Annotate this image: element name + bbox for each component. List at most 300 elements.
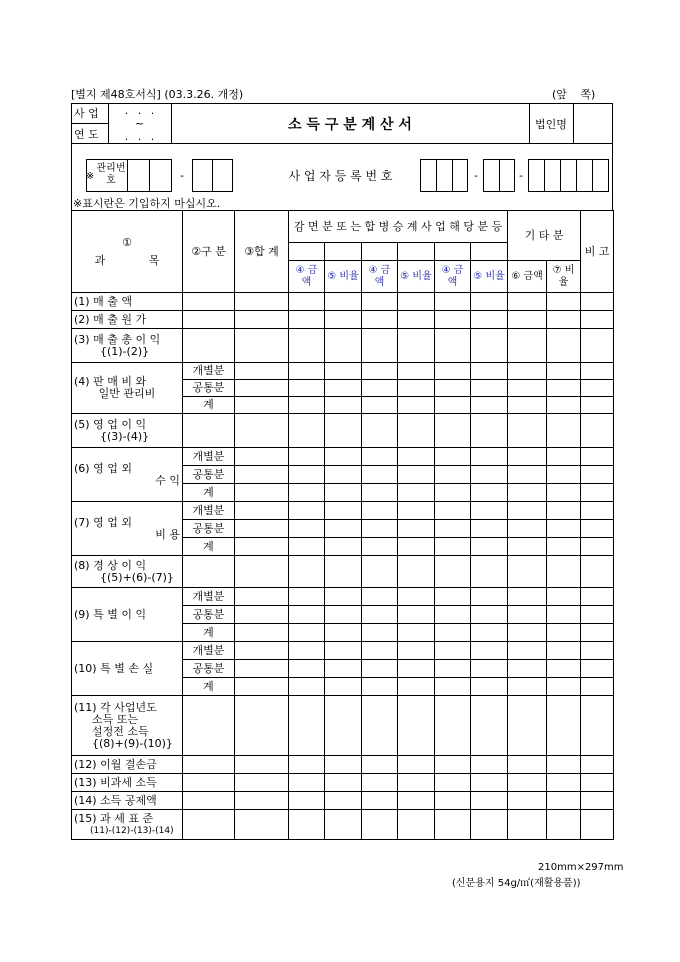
row-label-r4a: (4) 판 매 비 와 일반 관리비: [72, 363, 183, 414]
r6a-cell[interactable]: [289, 448, 325, 466]
r15a-cell[interactable]: [289, 810, 325, 840]
r4a-cell[interactable]: [289, 397, 325, 414]
r11a-cell[interactable]: [398, 696, 435, 756]
date-tilde: ~: [134, 116, 145, 130]
category-cell[interactable]: [183, 329, 235, 363]
r11a-cell[interactable]: [235, 696, 289, 756]
category-individual: 개별분: [183, 502, 235, 520]
r10-cell[interactable]: [508, 678, 547, 696]
r7a-cell[interactable]: [508, 520, 547, 538]
r10-cell[interactable]: [325, 642, 362, 660]
r14-cell[interactable]: [398, 792, 435, 810]
r4a-cell[interactable]: [547, 363, 581, 380]
corp-name-field[interactable]: [574, 103, 613, 144]
r13-cell[interactable]: [235, 774, 289, 792]
r6a-cell[interactable]: [289, 484, 325, 502]
table-row: [72, 588, 614, 606]
r4a-cell[interactable]: [471, 380, 508, 397]
r10-cell[interactable]: [235, 642, 289, 660]
r9-cell[interactable]: [398, 624, 435, 642]
r1-cell[interactable]: [362, 293, 398, 311]
r11a-cell[interactable]: [508, 696, 547, 756]
ratio-5-header-c: ⑤ 비율: [471, 261, 508, 293]
r7a-cell[interactable]: [235, 502, 289, 520]
r12-cell[interactable]: [471, 756, 508, 774]
mark-symbol: ※: [85, 170, 95, 182]
r4a-cell[interactable]: [508, 363, 547, 380]
r9-cell[interactable]: [289, 624, 325, 642]
r5a-cell[interactable]: [362, 414, 398, 448]
r10-cell[interactable]: [435, 642, 471, 660]
r13-cell[interactable]: [471, 774, 508, 792]
r11a-cell[interactable]: [289, 696, 325, 756]
r5a-cell[interactable]: [508, 414, 547, 448]
total-header: ③합 계: [235, 211, 289, 293]
r14-cell[interactable]: [289, 792, 325, 810]
r15a-cell[interactable]: [235, 810, 289, 840]
r8a-cell[interactable]: [362, 556, 398, 588]
r10-cell[interactable]: [362, 660, 398, 678]
r3a-cell[interactable]: [547, 329, 581, 363]
r7a-cell[interactable]: [325, 538, 362, 556]
r9-cell[interactable]: [289, 588, 325, 606]
r9-cell[interactable]: [435, 624, 471, 642]
subject-header: ① 과 목: [72, 211, 183, 293]
r7a-cell[interactable]: [435, 520, 471, 538]
r4a-cell[interactable]: [547, 380, 581, 397]
r10-cell[interactable]: [325, 678, 362, 696]
r4a-cell[interactable]: [325, 380, 362, 397]
r15a-cell[interactable]: [547, 810, 581, 840]
r6a-cell[interactable]: [362, 466, 398, 484]
r6a-cell[interactable]: [547, 448, 581, 466]
r7a-cell[interactable]: [581, 502, 614, 520]
r12-cell[interactable]: [325, 756, 362, 774]
r14-cell[interactable]: [508, 792, 547, 810]
r5a-cell[interactable]: [581, 414, 614, 448]
r10-cell[interactable]: [508, 642, 547, 660]
r7a-cell[interactable]: [581, 538, 614, 556]
r5a-cell[interactable]: [289, 414, 325, 448]
biz-reg-label: 사 업 자 등 록 번 호: [288, 169, 393, 183]
r8a-cell[interactable]: [471, 556, 508, 588]
r10-cell[interactable]: [362, 678, 398, 696]
r1-cell[interactable]: [471, 293, 508, 311]
r10-cell[interactable]: [471, 642, 508, 660]
r2-cell[interactable]: [508, 311, 547, 329]
category-common: 공통분: [183, 466, 235, 484]
mgmt-no-field-1[interactable]: [127, 159, 149, 192]
r15a-cell[interactable]: [398, 810, 435, 840]
category-cell[interactable]: [183, 756, 235, 774]
r6a-cell[interactable]: [435, 484, 471, 502]
r2-cell[interactable]: [235, 311, 289, 329]
r7a-cell[interactable]: [471, 538, 508, 556]
r3a-cell[interactable]: [435, 329, 471, 363]
r5a-cell[interactable]: [547, 414, 581, 448]
category-individual: 개별분: [183, 588, 235, 606]
r6a-cell[interactable]: [547, 484, 581, 502]
r7a-cell[interactable]: [508, 538, 547, 556]
r10-cell[interactable]: [289, 678, 325, 696]
r9-cell[interactable]: [508, 624, 547, 642]
r11a-cell[interactable]: [435, 696, 471, 756]
r10-cell[interactable]: [435, 660, 471, 678]
row-label-r1: (1) 매 출 액: [72, 293, 183, 311]
year-label: 연 도: [74, 128, 99, 141]
r2-cell[interactable]: [362, 311, 398, 329]
r8a-cell[interactable]: [235, 556, 289, 588]
r7a-cell[interactable]: [471, 520, 508, 538]
mgmt-no-field-2[interactable]: [149, 159, 171, 192]
r6a-cell[interactable]: [435, 448, 471, 466]
table-row: [72, 448, 614, 466]
r7a-cell[interactable]: [235, 520, 289, 538]
r9-cell[interactable]: [547, 606, 581, 624]
r13-cell[interactable]: [508, 774, 547, 792]
r7a-cell[interactable]: [362, 520, 398, 538]
r10-cell[interactable]: [471, 660, 508, 678]
r12-cell[interactable]: [508, 756, 547, 774]
r10-cell[interactable]: [547, 642, 581, 660]
r6a-cell[interactable]: [235, 448, 289, 466]
r1-cell[interactable]: [289, 293, 325, 311]
r12-cell[interactable]: [581, 756, 614, 774]
r9-cell[interactable]: [235, 624, 289, 642]
r9-cell[interactable]: [289, 606, 325, 624]
row-label-r15a: (15) 과 세 표 준 (11)-(12)-(13)-(14): [72, 810, 183, 840]
r5a-cell[interactable]: [471, 414, 508, 448]
r2-cell[interactable]: [398, 311, 435, 329]
r4a-cell[interactable]: [289, 363, 325, 380]
r10-cell[interactable]: [362, 642, 398, 660]
biz-reg-field-1[interactable]: [420, 159, 468, 192]
r5a-cell[interactable]: [325, 414, 362, 448]
r4a-cell[interactable]: [325, 397, 362, 414]
r7a-cell[interactable]: [289, 538, 325, 556]
r9-cell[interactable]: [362, 588, 398, 606]
r9-cell[interactable]: [325, 606, 362, 624]
r6a-cell[interactable]: [289, 466, 325, 484]
r7a-cell[interactable]: [435, 502, 471, 520]
r9-cell[interactable]: [435, 588, 471, 606]
r7a-cell[interactable]: [398, 502, 435, 520]
r12-cell[interactable]: [235, 756, 289, 774]
r7a-cell[interactable]: [471, 502, 508, 520]
r5a-cell[interactable]: [398, 414, 435, 448]
r14-cell[interactable]: [581, 792, 614, 810]
row-label-r8a: (8) 경 상 이 익 {(5)+(6)-(7)}: [72, 556, 183, 588]
r8a-cell[interactable]: [435, 556, 471, 588]
r4a-cell[interactable]: [398, 397, 435, 414]
r6a-cell[interactable]: [362, 484, 398, 502]
r6a-cell[interactable]: [435, 466, 471, 484]
r13-cell[interactable]: [289, 774, 325, 792]
r2-cell[interactable]: [547, 311, 581, 329]
category-cell[interactable]: [183, 810, 235, 840]
ratio-7-header: ⑦ 비율: [547, 261, 581, 293]
r7a-cell[interactable]: [325, 502, 362, 520]
r6a-cell[interactable]: [547, 466, 581, 484]
r6a-cell[interactable]: [508, 484, 547, 502]
r6a-cell[interactable]: [398, 448, 435, 466]
r10-cell[interactable]: [235, 678, 289, 696]
r7a-cell[interactable]: [235, 538, 289, 556]
r7a-cell[interactable]: [362, 502, 398, 520]
amount-4-header-a: ④ 금액: [289, 261, 325, 293]
r8a-cell[interactable]: [398, 556, 435, 588]
r9-cell[interactable]: [581, 606, 614, 624]
r10-cell[interactable]: [289, 642, 325, 660]
table-row: [72, 363, 614, 380]
r15a-cell[interactable]: [471, 810, 508, 840]
r11a-cell[interactable]: [581, 696, 614, 756]
r12-cell[interactable]: [547, 756, 581, 774]
category-common: 공통분: [183, 520, 235, 538]
r8a-cell[interactable]: [508, 556, 547, 588]
r1-cell[interactable]: [398, 293, 435, 311]
table-row: [72, 502, 614, 520]
r1-cell[interactable]: [508, 293, 547, 311]
r6a-cell[interactable]: [471, 484, 508, 502]
r13-cell[interactable]: [435, 774, 471, 792]
r10-cell[interactable]: [581, 660, 614, 678]
r9-cell[interactable]: [325, 624, 362, 642]
r15a-cell[interactable]: [435, 810, 471, 840]
r4a-cell[interactable]: [362, 397, 398, 414]
r9-cell[interactable]: [235, 606, 289, 624]
r10-cell[interactable]: [325, 660, 362, 678]
r4a-cell[interactable]: [325, 363, 362, 380]
r1-cell[interactable]: [235, 293, 289, 311]
r14-cell[interactable]: [325, 792, 362, 810]
category-cell[interactable]: [183, 556, 235, 588]
r11a-cell[interactable]: [547, 696, 581, 756]
r6a-cell[interactable]: [471, 448, 508, 466]
r1-cell[interactable]: [581, 293, 614, 311]
r10-cell[interactable]: [547, 678, 581, 696]
r7a-cell[interactable]: [362, 538, 398, 556]
r9-cell[interactable]: [581, 588, 614, 606]
r4a-cell[interactable]: [235, 380, 289, 397]
r11a-cell[interactable]: [325, 696, 362, 756]
r4a-cell[interactable]: [435, 363, 471, 380]
remarks-header: 비 고: [581, 211, 614, 293]
r5a-cell[interactable]: [435, 414, 471, 448]
date-from[interactable]: . . .: [124, 104, 155, 117]
r7a-cell[interactable]: [289, 520, 325, 538]
r10-cell[interactable]: [235, 660, 289, 678]
r9-cell[interactable]: [235, 588, 289, 606]
r9-cell[interactable]: [581, 624, 614, 642]
category-sum: 계: [183, 484, 235, 502]
r9-cell[interactable]: [471, 588, 508, 606]
r10-cell[interactable]: [398, 678, 435, 696]
r2-cell[interactable]: [471, 311, 508, 329]
category-cell[interactable]: [183, 792, 235, 810]
category-sum: 계: [183, 678, 235, 696]
r4a-cell[interactable]: [581, 380, 614, 397]
r8a-cell[interactable]: [581, 556, 614, 588]
r6a-cell[interactable]: [235, 466, 289, 484]
entry-note: ※표시란은 기입하지 마십시오.: [73, 197, 221, 210]
r10-cell[interactable]: [581, 642, 614, 660]
r4a-cell[interactable]: [581, 397, 614, 414]
category-cell[interactable]: [183, 696, 235, 756]
r3a-cell[interactable]: [325, 329, 362, 363]
table-row: [72, 642, 614, 660]
r7a-cell[interactable]: [325, 520, 362, 538]
r3a-cell[interactable]: [581, 329, 614, 363]
r7a-cell[interactable]: [547, 538, 581, 556]
r9-cell[interactable]: [547, 588, 581, 606]
r10-cell[interactable]: [289, 660, 325, 678]
r11a-cell[interactable]: [471, 696, 508, 756]
r13-cell[interactable]: [547, 774, 581, 792]
r6a-cell[interactable]: [362, 448, 398, 466]
r10-cell[interactable]: [398, 660, 435, 678]
r1-cell[interactable]: [325, 293, 362, 311]
r6a-cell[interactable]: [508, 466, 547, 484]
r4a-cell[interactable]: [581, 363, 614, 380]
category-cell[interactable]: [183, 311, 235, 329]
r2-cell[interactable]: [289, 311, 325, 329]
r6a-cell[interactable]: [325, 448, 362, 466]
r4a-cell[interactable]: [398, 363, 435, 380]
r3a-cell[interactable]: [289, 329, 325, 363]
r7a-cell[interactable]: [435, 538, 471, 556]
biz-reg-field-3[interactable]: [528, 159, 609, 192]
r13-cell[interactable]: [398, 774, 435, 792]
r12-cell[interactable]: [362, 756, 398, 774]
r3a-cell[interactable]: [398, 329, 435, 363]
r10-cell[interactable]: [471, 678, 508, 696]
r14-cell[interactable]: [362, 792, 398, 810]
r9-cell[interactable]: [547, 624, 581, 642]
r6a-cell[interactable]: [325, 484, 362, 502]
r4a-cell[interactable]: [235, 363, 289, 380]
r9-cell[interactable]: [398, 606, 435, 624]
r1-cell[interactable]: [547, 293, 581, 311]
category-header: ②구 분: [183, 211, 235, 293]
table-row: [72, 414, 614, 448]
r9-cell[interactable]: [508, 588, 547, 606]
r9-cell[interactable]: [508, 606, 547, 624]
r13-cell[interactable]: [581, 774, 614, 792]
r7a-cell[interactable]: [398, 520, 435, 538]
r9-cell[interactable]: [362, 624, 398, 642]
r4a-cell[interactable]: [398, 380, 435, 397]
r9-cell[interactable]: [398, 588, 435, 606]
r4a-cell[interactable]: [362, 380, 398, 397]
r14-cell[interactable]: [471, 792, 508, 810]
r12-cell[interactable]: [435, 756, 471, 774]
table-row: [72, 696, 614, 756]
category-cell[interactable]: [183, 293, 235, 311]
r7a-cell[interactable]: [547, 502, 581, 520]
r6a-cell[interactable]: [235, 484, 289, 502]
category-cell[interactable]: [183, 774, 235, 792]
r4a-cell[interactable]: [508, 397, 547, 414]
r2-cell[interactable]: [581, 311, 614, 329]
r4a-cell[interactable]: [435, 380, 471, 397]
category-cell[interactable]: [183, 414, 235, 448]
r10-cell[interactable]: [547, 660, 581, 678]
r4a-cell[interactable]: [235, 397, 289, 414]
r13-cell[interactable]: [362, 774, 398, 792]
r4a-cell[interactable]: [362, 363, 398, 380]
r8a-cell[interactable]: [289, 556, 325, 588]
r4a-cell[interactable]: [289, 380, 325, 397]
r15a-cell[interactable]: [581, 810, 614, 840]
r12-cell[interactable]: [289, 756, 325, 774]
r15a-cell[interactable]: [325, 810, 362, 840]
r8a-cell[interactable]: [325, 556, 362, 588]
r4a-cell[interactable]: [435, 397, 471, 414]
r10-cell[interactable]: [435, 678, 471, 696]
date-to[interactable]: . . .: [124, 130, 155, 143]
r13-cell[interactable]: [325, 774, 362, 792]
r9-cell[interactable]: [471, 624, 508, 642]
r2-cell[interactable]: [325, 311, 362, 329]
r7a-cell[interactable]: [547, 520, 581, 538]
r6a-cell[interactable]: [398, 484, 435, 502]
r7a-cell[interactable]: [398, 538, 435, 556]
r3a-cell[interactable]: [508, 329, 547, 363]
r6a-cell[interactable]: [508, 448, 547, 466]
r6a-cell[interactable]: [325, 466, 362, 484]
r6a-cell[interactable]: [581, 484, 614, 502]
table-row: [72, 293, 614, 311]
r4a-cell[interactable]: [508, 380, 547, 397]
r3a-cell[interactable]: [362, 329, 398, 363]
r15a-cell[interactable]: [362, 810, 398, 840]
r6a-cell[interactable]: [581, 448, 614, 466]
r7a-cell[interactable]: [581, 520, 614, 538]
r9-cell[interactable]: [362, 606, 398, 624]
r10-cell[interactable]: [508, 660, 547, 678]
r6a-cell[interactable]: [581, 466, 614, 484]
r10-cell[interactable]: [581, 678, 614, 696]
r5a-cell[interactable]: [235, 414, 289, 448]
r6a-cell[interactable]: [471, 466, 508, 484]
r10-cell[interactable]: [398, 642, 435, 660]
r15a-cell[interactable]: [508, 810, 547, 840]
row-label-r7a: (7) 영 업 외 비 용: [72, 502, 183, 556]
r11a-cell[interactable]: [362, 696, 398, 756]
r3a-cell[interactable]: [471, 329, 508, 363]
r7a-cell[interactable]: [289, 502, 325, 520]
r7a-cell[interactable]: [508, 502, 547, 520]
r14-cell[interactable]: [235, 792, 289, 810]
r9-cell[interactable]: [471, 606, 508, 624]
r6a-cell[interactable]: [398, 466, 435, 484]
r14-cell[interactable]: [547, 792, 581, 810]
r3a-cell[interactable]: [235, 329, 289, 363]
r12-cell[interactable]: [398, 756, 435, 774]
r9-cell[interactable]: [325, 588, 362, 606]
r4a-cell[interactable]: [471, 397, 508, 414]
r4a-cell[interactable]: [471, 363, 508, 380]
table-row: [72, 792, 614, 810]
r1-cell[interactable]: [435, 293, 471, 311]
r8a-cell[interactable]: [547, 556, 581, 588]
r4a-cell[interactable]: [547, 397, 581, 414]
r2-cell[interactable]: [435, 311, 471, 329]
r9-cell[interactable]: [435, 606, 471, 624]
r14-cell[interactable]: [435, 792, 471, 810]
row-label-r5a: (5) 영 업 이 익 {(3)-(4)}: [72, 414, 183, 448]
